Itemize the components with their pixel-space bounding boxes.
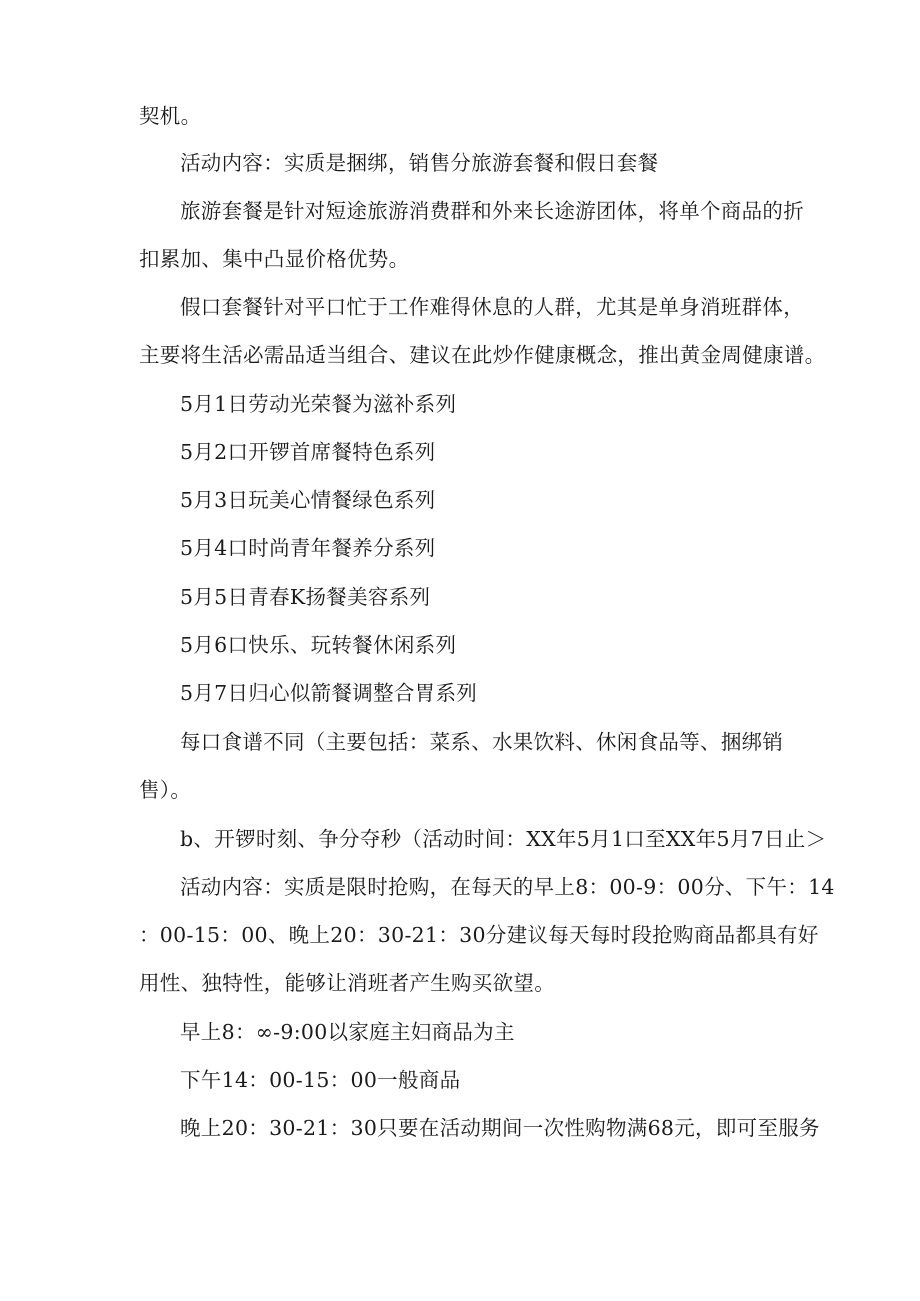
text-line: 5月5日青春K扬餐美容系列 bbox=[180, 585, 431, 609]
text-line: b、开锣时刻、争分夺秒（活动时间：XX年5月1口至XX年5月7日止＞ bbox=[180, 827, 827, 851]
text-line: 活动内容：实质是捆绑，销售分旅游套餐和假日套餐 bbox=[180, 151, 659, 175]
text-line: 主要将生活必需品适当组合、建议在此炒作健康概念，推出黄金周健康谱。 bbox=[139, 343, 826, 367]
text-line: 早上8：∞-9:00以家庭主妇商品为主 bbox=[180, 1020, 515, 1044]
text-line: 售）。 bbox=[139, 778, 192, 802]
text-line: 5月6口快乐、玩转餐休闲系列 bbox=[180, 633, 457, 657]
text-line: 下午14：00-15：00一般商品 bbox=[180, 1068, 461, 1092]
text-line: 旅游套餐是针对短途旅游消费群和外来长途游团体，将单个商品的折 bbox=[180, 199, 804, 223]
text-line: 5月1日劳动光荣餐为滋补系列 bbox=[180, 392, 457, 416]
text-line: 5月3日玩美心情餐绿色系列 bbox=[180, 488, 436, 512]
text-line: 假口套餐针对平口忙于工作难得休息的人群，尤其是单身消班群体， bbox=[180, 295, 804, 319]
text-line: 活动内容：实质是限时抢购，在每天的早上8：00-9：00分、下午：14 bbox=[180, 875, 835, 899]
text-line: 契机。 bbox=[139, 104, 202, 128]
text-line: 5月2口开锣首席餐特色系列 bbox=[180, 440, 436, 464]
text-line: 5月7日归心似箭餐调整合胃系列 bbox=[180, 681, 478, 705]
text-line: 每口食谱不同（主要包括：菜系、水果饮料、休闲食品等、捆绑销 bbox=[180, 730, 784, 754]
text-line: 晚上20：30-21：30只要在活动期间一次性购物满68元，即可至服务 bbox=[180, 1116, 820, 1140]
text-line: 5月4口时尚青年餐养分系列 bbox=[180, 536, 436, 560]
text-line: 用性、独特性，能够让消班者产生购买欲望。 bbox=[139, 971, 555, 995]
text-line: ：00-15：00、晚上20：30-21：30分建议每天每时段抢购商品都具有好 bbox=[139, 923, 819, 947]
text-line: 扣累加、集中凸显价格优势。 bbox=[139, 247, 410, 271]
